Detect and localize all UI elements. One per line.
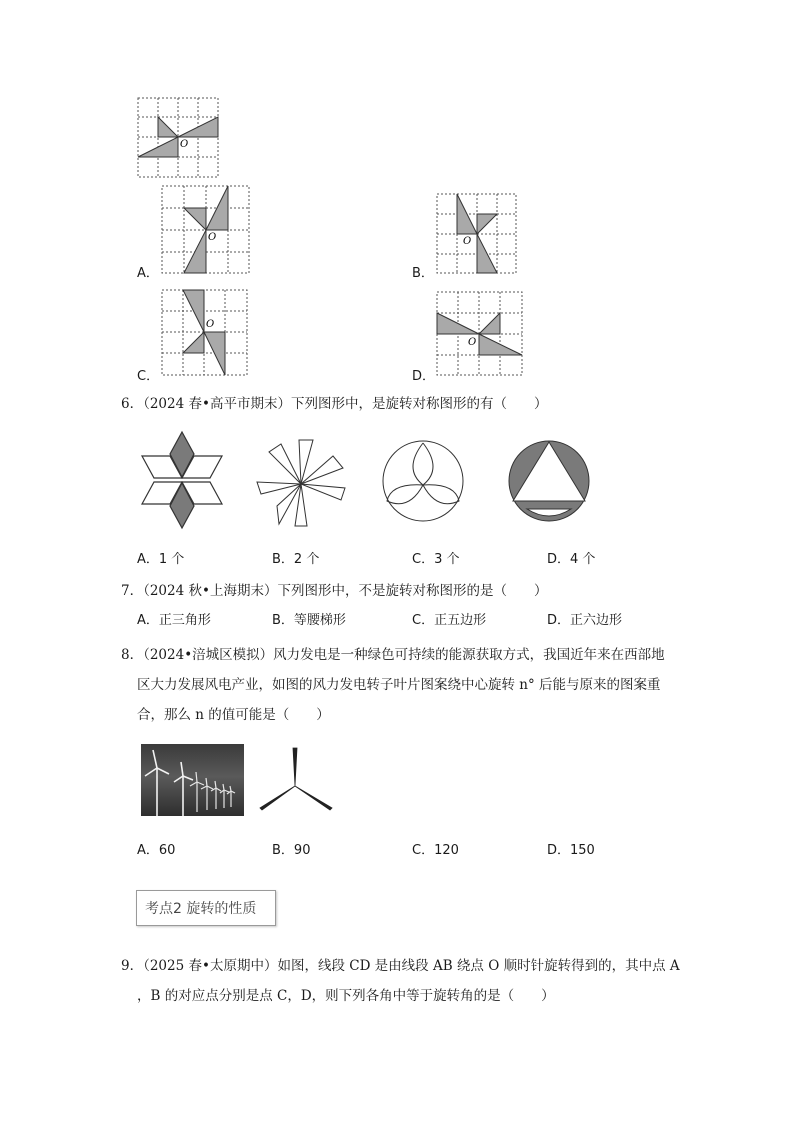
q9-stem-line2: ，B 的对应点分别是点 C，D，则下列各角中等于旋转角的是（ ） xyxy=(137,988,555,1004)
q8-stem-line1: 8．（2024•涪城区模拟）风力发电是一种绿色可持续的能源获取方式，我国近年来在西部地 xyxy=(121,647,665,663)
q5-option-b-figure[interactable] xyxy=(436,193,518,275)
q6-option-a[interactable]: A．1 个 xyxy=(137,552,185,567)
q6-figure-circle-triangle[interactable] xyxy=(507,439,591,523)
q5-option-a-label[interactable]: A． xyxy=(137,266,159,281)
q8-option-d[interactable]: D．150 xyxy=(547,843,595,858)
q9-stem-line1: 9．（2025 春•太原期中）如图，线段 CD 是由线段 AB 绕点 O 顺时针旋转得到的，其中点 A xyxy=(121,958,680,974)
q8-stem-line2: 区大力发展风电产业，如图的风力发电转子叶片图案绕中心旋转 n° 后能与原来的图案重 xyxy=(137,677,661,693)
q7-option-a[interactable]: A．正三角形 xyxy=(137,613,211,628)
q5-d-origin-label: O xyxy=(468,337,477,348)
q6-option-b[interactable]: B．2 个 xyxy=(272,552,320,567)
q8-option-a[interactable]: A．60 xyxy=(137,843,176,858)
q6-figure-pinwheel[interactable] xyxy=(255,436,347,528)
q5-option-b-label[interactable]: B． xyxy=(412,266,434,281)
topic-heading-box xyxy=(136,890,276,926)
q8-option-c[interactable]: C．120 xyxy=(412,843,459,858)
q6-figure-star-rhombus[interactable] xyxy=(140,430,224,530)
q7-option-d[interactable]: D．正六边形 xyxy=(547,613,623,628)
wind-farm-photo xyxy=(141,744,244,816)
q8-option-b[interactable]: B．90 xyxy=(272,843,311,858)
rotor-blade-diagram xyxy=(258,746,334,812)
q5-option-c-figure[interactable] xyxy=(161,289,249,377)
q5-option-a-figure[interactable] xyxy=(161,185,251,275)
q5-origin-label: O xyxy=(180,139,189,150)
q7-option-b[interactable]: B．等腰梯形 xyxy=(272,613,346,628)
q5-a-origin-label: O xyxy=(208,232,217,243)
wind-turbines-image xyxy=(141,744,244,816)
topic-heading-label: 考点2 旋转的性质 xyxy=(145,901,257,917)
q5-b-origin-label: O xyxy=(463,236,472,247)
q5-original-figure xyxy=(137,97,221,179)
q5-option-d-label[interactable]: D． xyxy=(412,369,436,384)
q5-option-c-label[interactable]: C． xyxy=(137,369,160,384)
q6-stem: 6．（2024 春•高平市期末）下列图形中，是旋转对称图形的有（ ） xyxy=(121,396,548,412)
q8-stem-line3: 合，那么 n 的值可能是（ ） xyxy=(137,707,330,723)
q6-figure-circle-trefoil[interactable] xyxy=(381,439,465,523)
q5-option-d-figure[interactable] xyxy=(436,291,524,377)
q5-c-origin-label: O xyxy=(206,319,215,330)
q6-option-c[interactable]: C．3 个 xyxy=(412,552,460,567)
q7-stem: 7．（2024 秋•上海期末）下列图形中，不是旋转对称图形的是（ ） xyxy=(121,583,548,599)
q7-option-c[interactable]: C．正五边形 xyxy=(412,613,487,628)
q6-option-d[interactable]: D．4 个 xyxy=(547,552,596,567)
